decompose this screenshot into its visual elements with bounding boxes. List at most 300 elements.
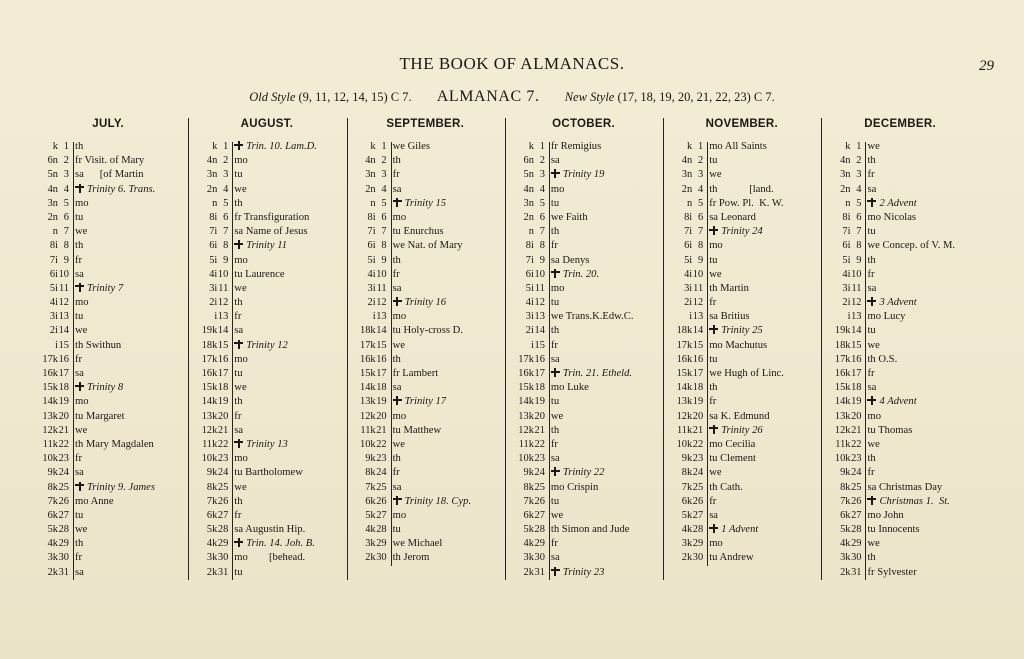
- day-of-month: 25: [692, 481, 704, 493]
- day-entry-text: fr: [550, 339, 558, 351]
- day-entry-text: th: [550, 226, 560, 238]
- day-number-cell: [664, 509, 704, 523]
- day-number-cell: [189, 310, 229, 324]
- day-row: [348, 509, 503, 523]
- dominical-letter: 2n: [206, 183, 218, 195]
- day-number-cell: [189, 509, 229, 523]
- day-entry-text: fr Transfiguration: [234, 211, 310, 223]
- day-row: [506, 452, 661, 466]
- day-of-month: 12: [534, 297, 545, 309]
- day-number-cell: [348, 367, 388, 381]
- day-row: [189, 438, 344, 452]
- months-table: [30, 118, 980, 580]
- day-entry-text: sa: [75, 368, 84, 379]
- day-entry-text: 1 Advent: [721, 524, 759, 536]
- cross-icon: [75, 482, 84, 491]
- day-number-cell: [30, 239, 70, 253]
- day-entry: [70, 438, 186, 452]
- day-number-cell: [348, 438, 388, 452]
- day-of-month: 8: [697, 240, 704, 252]
- day-row: [30, 168, 186, 182]
- day-of-month: 29: [851, 538, 862, 550]
- day-row: [189, 282, 344, 296]
- day-of-month: 30: [376, 552, 387, 564]
- day-entry-text: fr: [234, 410, 242, 422]
- day-of-month: 16: [217, 353, 229, 365]
- cross-icon: [234, 439, 243, 448]
- day-entry-text: Trin. 10. Lam.D.: [246, 141, 317, 152]
- day-row: [822, 225, 977, 239]
- day-entry-text: th: [75, 538, 84, 550]
- day-of-month: 5: [539, 197, 545, 209]
- day-of-month: 22: [692, 438, 704, 450]
- day-entry-text: we Trans.K.Edw.C.: [550, 311, 634, 323]
- day-entry-text: mo Lucy: [867, 311, 906, 323]
- day-row: [348, 495, 503, 509]
- day-row: [189, 353, 344, 367]
- cross-icon: [75, 184, 84, 193]
- day-of-month: 22: [851, 438, 862, 450]
- dominical-letter: 2n: [47, 211, 58, 223]
- day-entry: [388, 254, 503, 268]
- day-number-cell: [506, 183, 546, 197]
- day-entry-text: fr: [867, 268, 875, 280]
- day-row: [30, 225, 186, 239]
- day-row: [664, 495, 819, 509]
- day-entry: [229, 239, 344, 253]
- day-entry: [388, 438, 503, 452]
- day-row: [822, 452, 977, 466]
- day-number-cell: [30, 495, 70, 509]
- day-of-month: 17: [376, 368, 387, 379]
- day-entry: [388, 296, 503, 310]
- day-rows: [348, 140, 503, 566]
- dominical-letter: 3n: [47, 197, 58, 209]
- day-of-month: 20: [851, 410, 862, 422]
- day-row: [30, 296, 186, 310]
- dominical-letter: 6n: [47, 155, 58, 167]
- dominical-letter: 18k: [834, 339, 851, 351]
- day-entry-text: sa: [550, 353, 560, 365]
- day-number-cell: [822, 339, 862, 353]
- day-entry: [229, 481, 344, 495]
- day-number-cell: [506, 537, 546, 551]
- dominical-letter: 8k: [206, 481, 218, 493]
- day-of-month: 2: [223, 155, 229, 167]
- day-entry: [388, 339, 503, 353]
- day-entry: [229, 509, 344, 523]
- day-entry: [704, 537, 819, 551]
- dominical-letter: 4k: [523, 538, 534, 550]
- day-number-cell: [30, 410, 70, 424]
- day-entry-text: th: [234, 297, 243, 309]
- day-entry: [862, 466, 977, 480]
- day-entry-text: th Cath.: [709, 481, 743, 493]
- day-entry: [546, 381, 661, 395]
- day-row: [348, 282, 503, 296]
- day-entry-text: th Swithun: [75, 339, 122, 351]
- dominical-letter: 4k: [47, 538, 58, 550]
- day-row: [348, 183, 503, 197]
- dominical-letter: 14k: [834, 396, 851, 408]
- day-entry: [862, 140, 977, 154]
- day-entry: [229, 466, 344, 480]
- day-number-cell: [822, 324, 862, 338]
- dominical-letter: 5i: [367, 254, 376, 266]
- month-column-november: [663, 118, 821, 580]
- day-of-month: 30: [692, 552, 704, 564]
- day-entry-text: sa [of Martin: [75, 169, 144, 181]
- dominical-letter: n: [52, 226, 58, 238]
- dominical-letter: 8k: [523, 481, 534, 493]
- day-row: [189, 339, 344, 353]
- day-row: [30, 154, 186, 168]
- dominical-letter: 12k: [834, 424, 851, 436]
- day-row: [664, 381, 819, 395]
- dominical-letter: 6k: [206, 509, 218, 521]
- day-number-cell: [822, 424, 862, 438]
- day-entry-text: tu Margaret: [75, 410, 125, 422]
- dominical-letter: 3n: [681, 169, 693, 181]
- day-of-month: 21: [58, 424, 69, 436]
- day-of-month: 14: [58, 325, 69, 337]
- day-row: [822, 296, 977, 310]
- day-of-month: 27: [217, 509, 229, 521]
- day-row: [664, 211, 819, 225]
- day-entry-text: sa: [75, 566, 84, 578]
- day-row: [822, 466, 977, 480]
- day-of-month: 15: [851, 339, 862, 351]
- day-entry-text: Trinity 15: [404, 197, 447, 209]
- dominical-letter: 15k: [42, 382, 58, 394]
- day-entry: [862, 254, 977, 268]
- dominical-letter: 2i: [367, 297, 376, 309]
- day-row: [506, 339, 661, 353]
- day-of-month: 5: [697, 197, 704, 209]
- day-number-cell: [664, 481, 704, 495]
- day-number-cell: [30, 324, 70, 338]
- day-entry: [70, 140, 186, 154]
- day-entry-text: sa: [709, 509, 719, 521]
- dominical-letter: k: [212, 141, 218, 152]
- cross-icon: [234, 340, 243, 349]
- day-entry: [229, 438, 344, 452]
- day-of-month: 27: [376, 509, 387, 521]
- dominical-letter: 8i: [842, 211, 851, 223]
- day-row: [822, 140, 977, 154]
- dominical-letter: 5i: [842, 254, 851, 266]
- day-row: [189, 466, 344, 480]
- day-entry-text: sa Britius: [709, 311, 750, 323]
- dominical-letter: 5k: [365, 509, 376, 521]
- cross-icon: [709, 325, 718, 334]
- day-number-cell: [30, 566, 70, 580]
- day-entry: [704, 438, 819, 452]
- day-number-cell: [348, 495, 388, 509]
- day-number-cell: [189, 225, 229, 239]
- day-row: [822, 197, 977, 211]
- day-number-cell: [30, 353, 70, 367]
- day-entry: [70, 353, 186, 367]
- day-of-month: 29: [217, 538, 229, 550]
- day-of-month: 12: [376, 297, 387, 309]
- dominical-letter: 15k: [518, 382, 534, 394]
- day-entry: [704, 282, 819, 296]
- dominical-letter: 4i: [684, 268, 693, 280]
- cross-icon: [393, 496, 402, 505]
- dominical-letter: 6k: [681, 495, 693, 507]
- day-number-cell: [664, 239, 704, 253]
- day-number-cell: [822, 296, 862, 310]
- dominical-letter: 12k: [201, 424, 218, 436]
- dominical-letter: 10k: [834, 453, 851, 465]
- dominical-letter: 10k: [201, 453, 218, 465]
- dominical-letter: n: [370, 197, 376, 209]
- day-number-cell: [506, 566, 546, 580]
- day-entry: [70, 566, 186, 580]
- cross-icon: [867, 396, 876, 405]
- day-number-cell: [189, 282, 229, 296]
- day-entry: [862, 367, 977, 381]
- day-number-cell: [822, 367, 862, 381]
- day-row: [189, 452, 344, 466]
- dominical-letter: 3n: [840, 169, 851, 181]
- day-row: [189, 410, 344, 424]
- day-entry-text: mo: [75, 297, 89, 309]
- day-number-cell: [664, 466, 704, 480]
- cross-icon: [551, 368, 560, 377]
- day-of-month: 27: [851, 509, 862, 521]
- day-of-month: 26: [217, 495, 229, 507]
- day-number-cell: [189, 466, 229, 480]
- day-of-month: 8: [223, 240, 229, 252]
- day-row: [664, 509, 819, 523]
- day-entry-text: tu: [550, 396, 560, 408]
- day-row: [348, 367, 503, 381]
- day-of-month: 31: [58, 566, 69, 578]
- day-entry: [388, 154, 503, 168]
- day-entry-text: mo Luke: [550, 382, 589, 394]
- day-of-month: 20: [217, 410, 229, 422]
- day-row: [506, 466, 661, 480]
- day-number-cell: [189, 424, 229, 438]
- day-row: [506, 566, 661, 580]
- day-entry-text: Trinity 6. Trans.: [87, 183, 156, 195]
- cross-icon: [867, 496, 876, 505]
- day-entry: [388, 140, 503, 154]
- day-of-month: 25: [534, 481, 545, 493]
- day-entry-text: tu Enurchus: [392, 226, 444, 238]
- cross-icon: [709, 524, 718, 533]
- day-row: [506, 140, 661, 154]
- month-title: OCTOBER.: [552, 118, 615, 130]
- day-entry-text: Trinity 19: [562, 169, 605, 181]
- day-number-cell: [189, 197, 229, 211]
- dominical-letter: 14k: [676, 382, 693, 394]
- dominical-letter: 3i: [684, 282, 693, 294]
- day-number-cell: [506, 481, 546, 495]
- dominical-letter: 16k: [201, 368, 218, 379]
- day-number-cell: [822, 310, 862, 324]
- day-entry-text: we: [75, 524, 88, 536]
- day-entry-text: th: [234, 197, 243, 209]
- day-of-month: 31: [534, 566, 545, 578]
- day-number-cell: [348, 254, 388, 268]
- day-row: [30, 211, 186, 225]
- day-row: [30, 523, 186, 537]
- day-entry-text: Trinity 13: [246, 438, 288, 450]
- day-entry-text: we: [392, 339, 405, 351]
- day-entry-text: tu Clement: [709, 453, 756, 465]
- dominical-letter: 13k: [834, 410, 851, 422]
- day-entry: [229, 154, 344, 168]
- day-number-cell: [348, 424, 388, 438]
- day-entry-text: fr: [75, 453, 83, 465]
- day-row: [189, 367, 344, 381]
- day-row: [664, 551, 819, 565]
- dominical-letter: 4n: [523, 183, 534, 195]
- dominical-letter: 7k: [840, 495, 851, 507]
- day-entry-text: tu: [550, 495, 560, 507]
- day-entry: [388, 395, 503, 409]
- day-row: [664, 367, 819, 381]
- day-row: [30, 410, 186, 424]
- day-of-month: 24: [851, 467, 862, 479]
- dominical-letter: 3k: [47, 552, 58, 564]
- day-of-month: 3: [223, 169, 229, 181]
- day-entry-text: mo: [392, 410, 407, 422]
- day-entry: [229, 225, 344, 239]
- day-row: [664, 268, 819, 282]
- month-column-september: [347, 118, 505, 580]
- day-entry: [704, 410, 819, 424]
- day-entry-text: 2 Advent: [879, 197, 917, 209]
- day-entry-text: we Concep. of V. M.: [867, 240, 956, 252]
- day-entry: [546, 424, 661, 438]
- day-entry: [388, 282, 503, 296]
- day-row: [664, 254, 819, 268]
- day-number-cell: [30, 523, 70, 537]
- day-number-cell: [30, 367, 70, 381]
- day-row: [189, 509, 344, 523]
- day-entry: [862, 268, 977, 282]
- day-entry: [229, 551, 344, 565]
- day-entry: [862, 438, 977, 452]
- day-of-month: 16: [58, 353, 69, 365]
- day-row: [506, 367, 661, 381]
- day-entry: [546, 225, 661, 239]
- day-entry-text: th Mary Magdalen: [75, 438, 154, 450]
- day-entry: [546, 239, 661, 253]
- day-row: [506, 282, 661, 296]
- day-entry-text: sa Name of Jesus: [234, 226, 308, 238]
- day-of-month: 27: [692, 509, 704, 521]
- dominical-letter: 15k: [201, 382, 218, 394]
- day-entry-text: Trinity 16: [404, 297, 447, 309]
- day-entry: [70, 367, 186, 381]
- day-entry: [388, 324, 503, 338]
- dominical-letter: 17k: [42, 353, 58, 365]
- day-of-month: 7: [856, 226, 862, 238]
- day-of-month: 19: [217, 396, 229, 408]
- dominical-letter: 15k: [834, 382, 851, 394]
- day-entry: [229, 268, 344, 282]
- day-entry: [862, 424, 977, 438]
- day-entry: [229, 523, 344, 537]
- day-row: [348, 551, 503, 565]
- day-number-cell: [30, 509, 70, 523]
- day-entry-text: mo [behead.: [234, 552, 306, 564]
- day-row: [348, 268, 503, 282]
- day-row: [189, 296, 344, 310]
- dominical-letter: 4k: [365, 524, 376, 536]
- day-number-cell: [30, 381, 70, 395]
- day-row: [348, 424, 503, 438]
- dominical-letter: 7i: [525, 254, 534, 266]
- dominical-letter: 5k: [681, 509, 693, 521]
- day-number-cell: [348, 239, 388, 253]
- day-of-month: 19: [692, 396, 704, 408]
- day-entry-text: fr: [392, 169, 400, 181]
- day-entry-text: th: [867, 155, 876, 167]
- day-entry: [388, 537, 503, 551]
- day-number-cell: [822, 551, 862, 565]
- day-number-cell: [664, 197, 704, 211]
- dominical-letter: 3k: [681, 538, 693, 550]
- day-number-cell: [822, 537, 862, 551]
- cross-icon: [75, 283, 84, 292]
- day-row: [30, 268, 186, 282]
- dominical-letter: 8i: [684, 211, 693, 223]
- cross-icon: [234, 240, 243, 249]
- day-number-cell: [30, 296, 70, 310]
- day-number-cell: [348, 282, 388, 296]
- day-row: [506, 211, 661, 225]
- day-of-month: 10: [217, 268, 229, 280]
- day-entry-text: fr: [75, 254, 83, 266]
- day-rows: [664, 140, 819, 566]
- day-of-month: 14: [692, 325, 704, 337]
- day-entry-text: th Martin: [709, 282, 749, 294]
- old-style-numbers: (9, 11, 12, 14, 15) C 7.: [298, 90, 412, 104]
- day-of-month: 19: [58, 396, 69, 408]
- day-entry: [546, 324, 661, 338]
- day-row: [822, 495, 977, 509]
- day-number-cell: [664, 438, 704, 452]
- dominical-letter: 9k: [681, 453, 693, 465]
- day-of-month: 9: [381, 254, 387, 266]
- day-number-cell: [822, 225, 862, 239]
- day-entry: [862, 324, 977, 338]
- day-row: [506, 395, 661, 409]
- day-entry-text: mo: [392, 509, 407, 521]
- dominical-letter: 7k: [365, 481, 376, 493]
- day-number-cell: [506, 438, 546, 452]
- day-of-month: 6: [223, 211, 229, 223]
- day-of-month: 31: [217, 566, 229, 578]
- cross-icon: [393, 396, 402, 405]
- day-entry: [546, 254, 661, 268]
- day-row: [30, 381, 186, 395]
- day-of-month: 14: [217, 325, 229, 337]
- day-of-month: 7: [381, 226, 387, 238]
- dominical-letter: 3i: [842, 282, 851, 294]
- day-number-cell: [30, 211, 70, 225]
- day-of-month: 11: [851, 282, 862, 294]
- dominical-letter: 13k: [201, 410, 218, 422]
- day-entry-text: we Hugh of Linc.: [709, 368, 784, 379]
- day-number-cell: [348, 466, 388, 480]
